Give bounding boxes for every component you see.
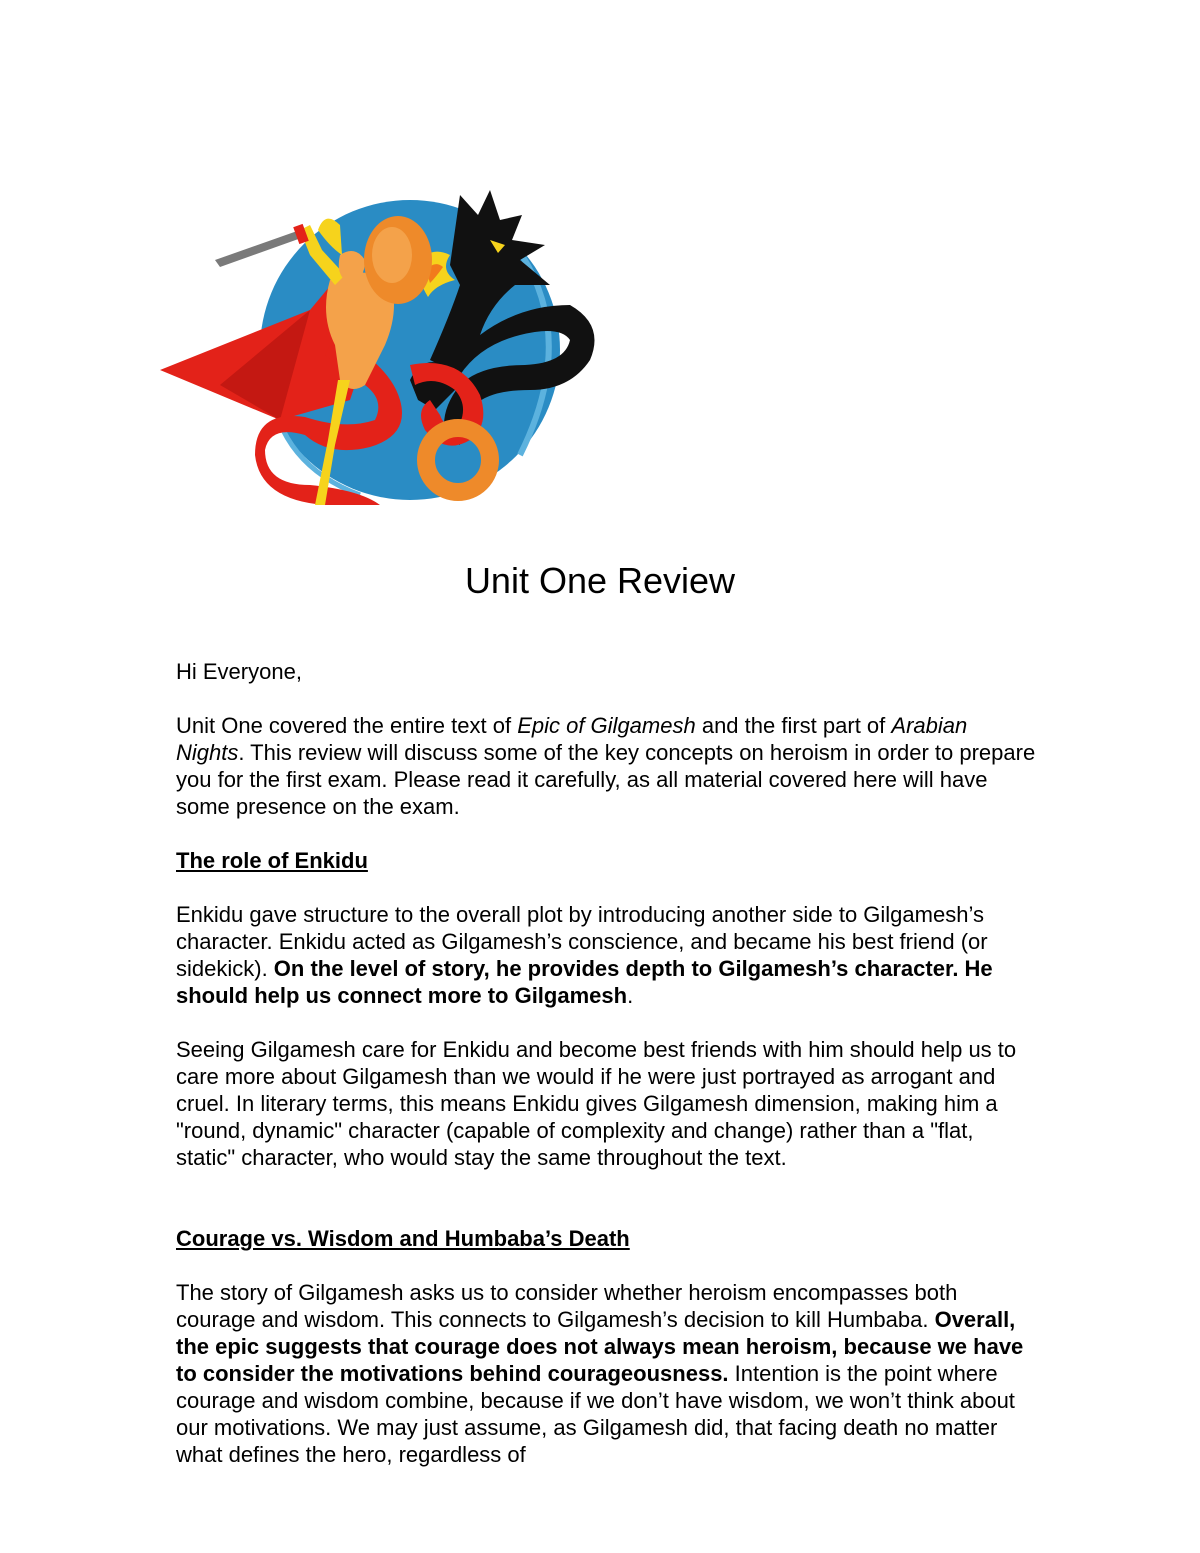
courage-p1-end: Intention is the point where courage and wisdom combine, because if we don’t have wisdom, we won’t think about our motivations. We may just assume, as Gilgamesh did, that facing death no matter what defines the hero, regardless of	[176, 1361, 1015, 1467]
greeting: Hi Everyone,	[176, 659, 302, 684]
enkidu-p1-end: .	[627, 983, 634, 1008]
enkidu-p1-bold: On the level of story, he provides depth to Gilgamesh’s character. He should help us connect more to Gilgamesh	[176, 956, 993, 1008]
intro-text-1: Unit One covered the entire text of	[176, 713, 518, 738]
document-body	[176, 658, 1036, 1468]
section-heading-courage-wisdom: Courage vs. Wisdom and Humbaba’s Death	[176, 1226, 630, 1251]
enkidu-paragraph-2: Seeing Gilgamesh care for Enkidu and become best friends with him should help us to care more about Gilgamesh than we would if he were just portrayed as arrogant and cruel. In literary terms, this means Enkidu gives Gilgamesh dimension, making him a "round, dynamic" character (capable of complexity and change) rather than a "flat, static" character, who would stay the same throughout the text.	[176, 1037, 1017, 1170]
enkidu-paragraph-1	[176, 901, 1036, 1009]
hero-shield-inner	[372, 227, 412, 283]
courage-p1-text: The story of Gilgamesh asks us to consider whether heroism encompasses both courage and wisdom. This connects to Gilgamesh’s decision to kill Humbaba.	[176, 1280, 958, 1332]
hero-dragon-illustration	[160, 185, 610, 515]
intro-title-arabian-nights: Arabian Nights	[176, 713, 968, 765]
courage-paragraph-1	[176, 1279, 1036, 1468]
page-title: Unit One Review	[464, 560, 736, 601]
enkidu-p1-text: Enkidu gave structure to the overall plot by introducing another side to Gilgamesh’s character. Enkidu acted as Gilgamesh’s conscience, and became his best friend (or sidekick).	[176, 902, 988, 981]
intro-text-3: . This review will discuss some of the key concepts on heroism in order to prepare you for the first exam. Please read it carefully, as all material covered here will have some presence on the exam.	[176, 740, 1036, 819]
intro-title-gilgamesh: Epic of Gilgamesh	[517, 713, 696, 738]
intro-paragraph	[176, 712, 1036, 820]
section-heading-enkidu: The role of Enkidu	[176, 848, 368, 873]
courage-p1-bold: Overall, the epic suggests that courage does not always mean heroism, because we have to consider the motivations behind courageousness.	[176, 1307, 1024, 1386]
hero-fighting-dragon-icon	[160, 185, 610, 515]
intro-text-2: and the first part of	[695, 713, 892, 738]
